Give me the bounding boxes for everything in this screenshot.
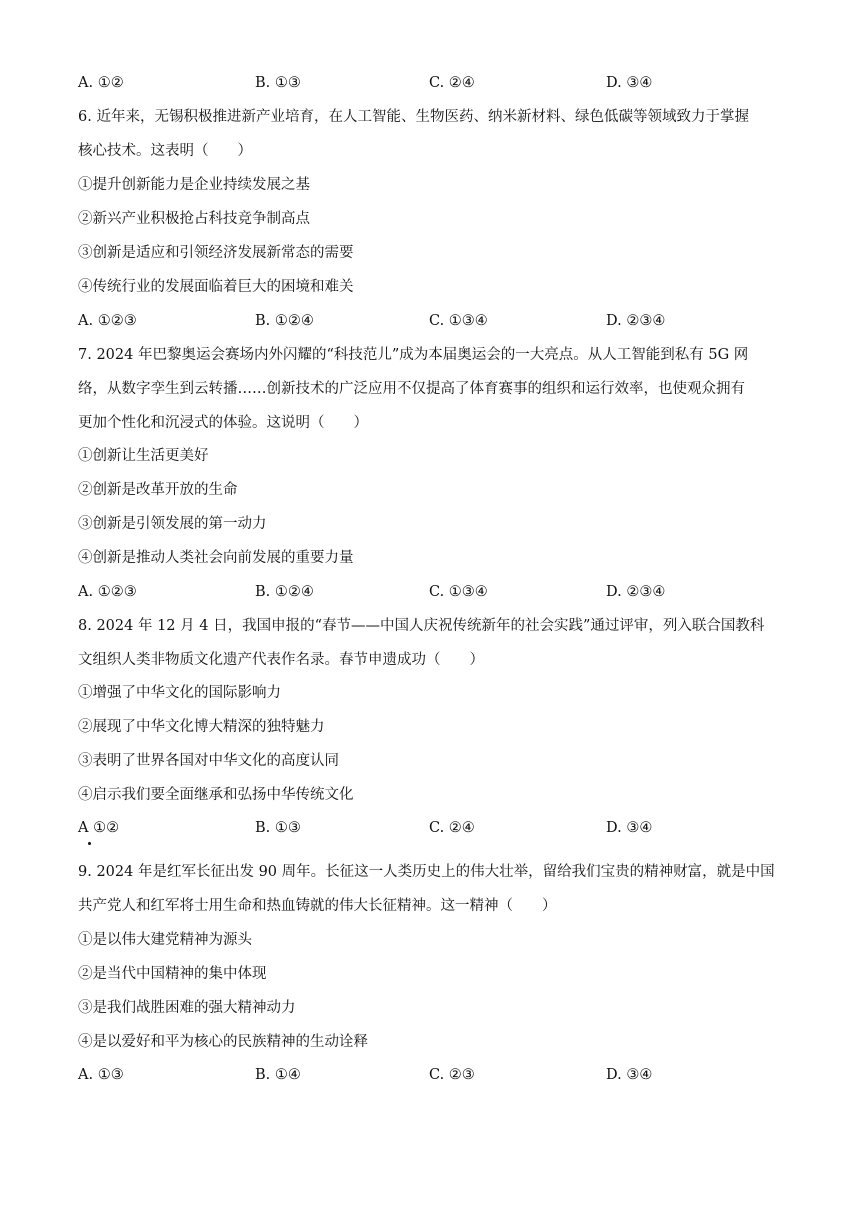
option-b: B. ①③ xyxy=(255,75,301,91)
statement: ④传统行业的发展面临着巨大的困境和难关 xyxy=(78,279,354,295)
statement: ①增强了中华文化的国际影响力 xyxy=(78,685,281,701)
option-d: D. ②③④ xyxy=(606,313,666,329)
option-b: B. ①③ xyxy=(255,820,301,836)
statement: ②是当代中国精神的集中体现 xyxy=(78,966,267,982)
question-options xyxy=(78,311,783,331)
statement: ④创新是推动人类社会向前发展的重要力量 xyxy=(78,550,354,566)
question-stem-line: 6. 近年来，无锡积极推进新产业培育，在人工智能、生物医药、纳米新材料、绿色低碳等领域致力于掌握 xyxy=(78,109,749,125)
statement: ②新兴产业积极抢占科技竞争制高点 xyxy=(78,211,310,227)
option-c: C. ②④ xyxy=(429,820,475,836)
statement: ①是以伟大建党精神为源头 xyxy=(78,932,252,948)
option-a: A. ①②③ xyxy=(78,313,137,329)
statement: ①创新让生活更美好 xyxy=(78,448,209,464)
statement: ①提升创新能力是企业持续发展之基 xyxy=(78,177,310,193)
option-a: A. ①③ xyxy=(78,1067,124,1083)
option-d: D. ②③④ xyxy=(606,584,666,600)
statement: ③表明了世界各国对中华文化的高度认同 xyxy=(78,753,339,769)
option-a: A. ①② xyxy=(78,75,124,91)
option-c: C. ②④ xyxy=(429,75,475,91)
question-options xyxy=(78,582,783,602)
option-b: B. ①②④ xyxy=(255,313,314,329)
statement: ②创新是改革开放的生命 xyxy=(78,482,238,498)
question-options xyxy=(78,1065,783,1085)
question-stem-line: 8. 2024 年 12 月 4 日，我国申报的“春节——中国人庆祝传统新年的社会实践”通过评审，列入联合国教科 xyxy=(78,618,765,634)
option-b: B. ①②④ xyxy=(255,584,314,600)
statement: ④启示我们要全面继承和弘扬中华传统文化 xyxy=(78,787,354,803)
option-c: C. ①③④ xyxy=(429,584,488,600)
statement: ④是以爱好和平为核心的民族精神的生动诠释 xyxy=(78,1034,368,1050)
question-stem-line: 文组织人类非物质文化遗产代表作名录。春节申遗成功（ ） xyxy=(78,652,484,668)
option-d: D. ③④ xyxy=(606,75,653,91)
statement: ②展现了中华文化博大精深的独特魅力 xyxy=(78,719,325,735)
statement: ③创新是适应和引领经济发展新常态的需要 xyxy=(78,245,354,261)
option-c: C. ①③④ xyxy=(429,313,488,329)
question-stem-line: 核心技术。这表明（ ） xyxy=(78,143,252,159)
option-d: D. ③④ xyxy=(606,820,653,836)
question-options xyxy=(78,818,783,838)
option-c: C. ②③ xyxy=(429,1067,475,1083)
question-stem-line: 更加个性化和沉浸式的体验。这说明（ ） xyxy=(78,415,368,431)
statement: ③是我们战胜困难的强大精神动力 xyxy=(78,1000,296,1016)
question-stem-line: 共产党人和红军将士用生命和热血铸就的伟大长征精神。这一精神（ ） xyxy=(78,898,557,914)
q5-options xyxy=(78,73,783,93)
option-d: D. ③④ xyxy=(606,1067,653,1083)
question-stem-line: 9. 2024 年是红军长征出发 90 周年。长征这一人类历史上的伟大壮举，留给我们宝贵的精神财富，就是中国 xyxy=(78,864,775,880)
stray-dot-mark xyxy=(88,842,91,845)
statement: ③创新是引领发展的第一动力 xyxy=(78,516,267,532)
option-a: A. ①②③ xyxy=(78,584,137,600)
question-stem-line: 7. 2024 年巴黎奥运会赛场内外闪耀的“科技范儿”成为本届奥运会的一大亮点。从人工智能到私有 5G 网 xyxy=(78,347,749,363)
option-a: A ①② xyxy=(78,820,120,836)
option-b: B. ①④ xyxy=(255,1067,301,1083)
question-stem-line: 络，从数字孪生到云转播……创新技术的广泛应用不仅提高了体育赛事的组织和运行效率，也使观众拥有 xyxy=(78,381,745,397)
